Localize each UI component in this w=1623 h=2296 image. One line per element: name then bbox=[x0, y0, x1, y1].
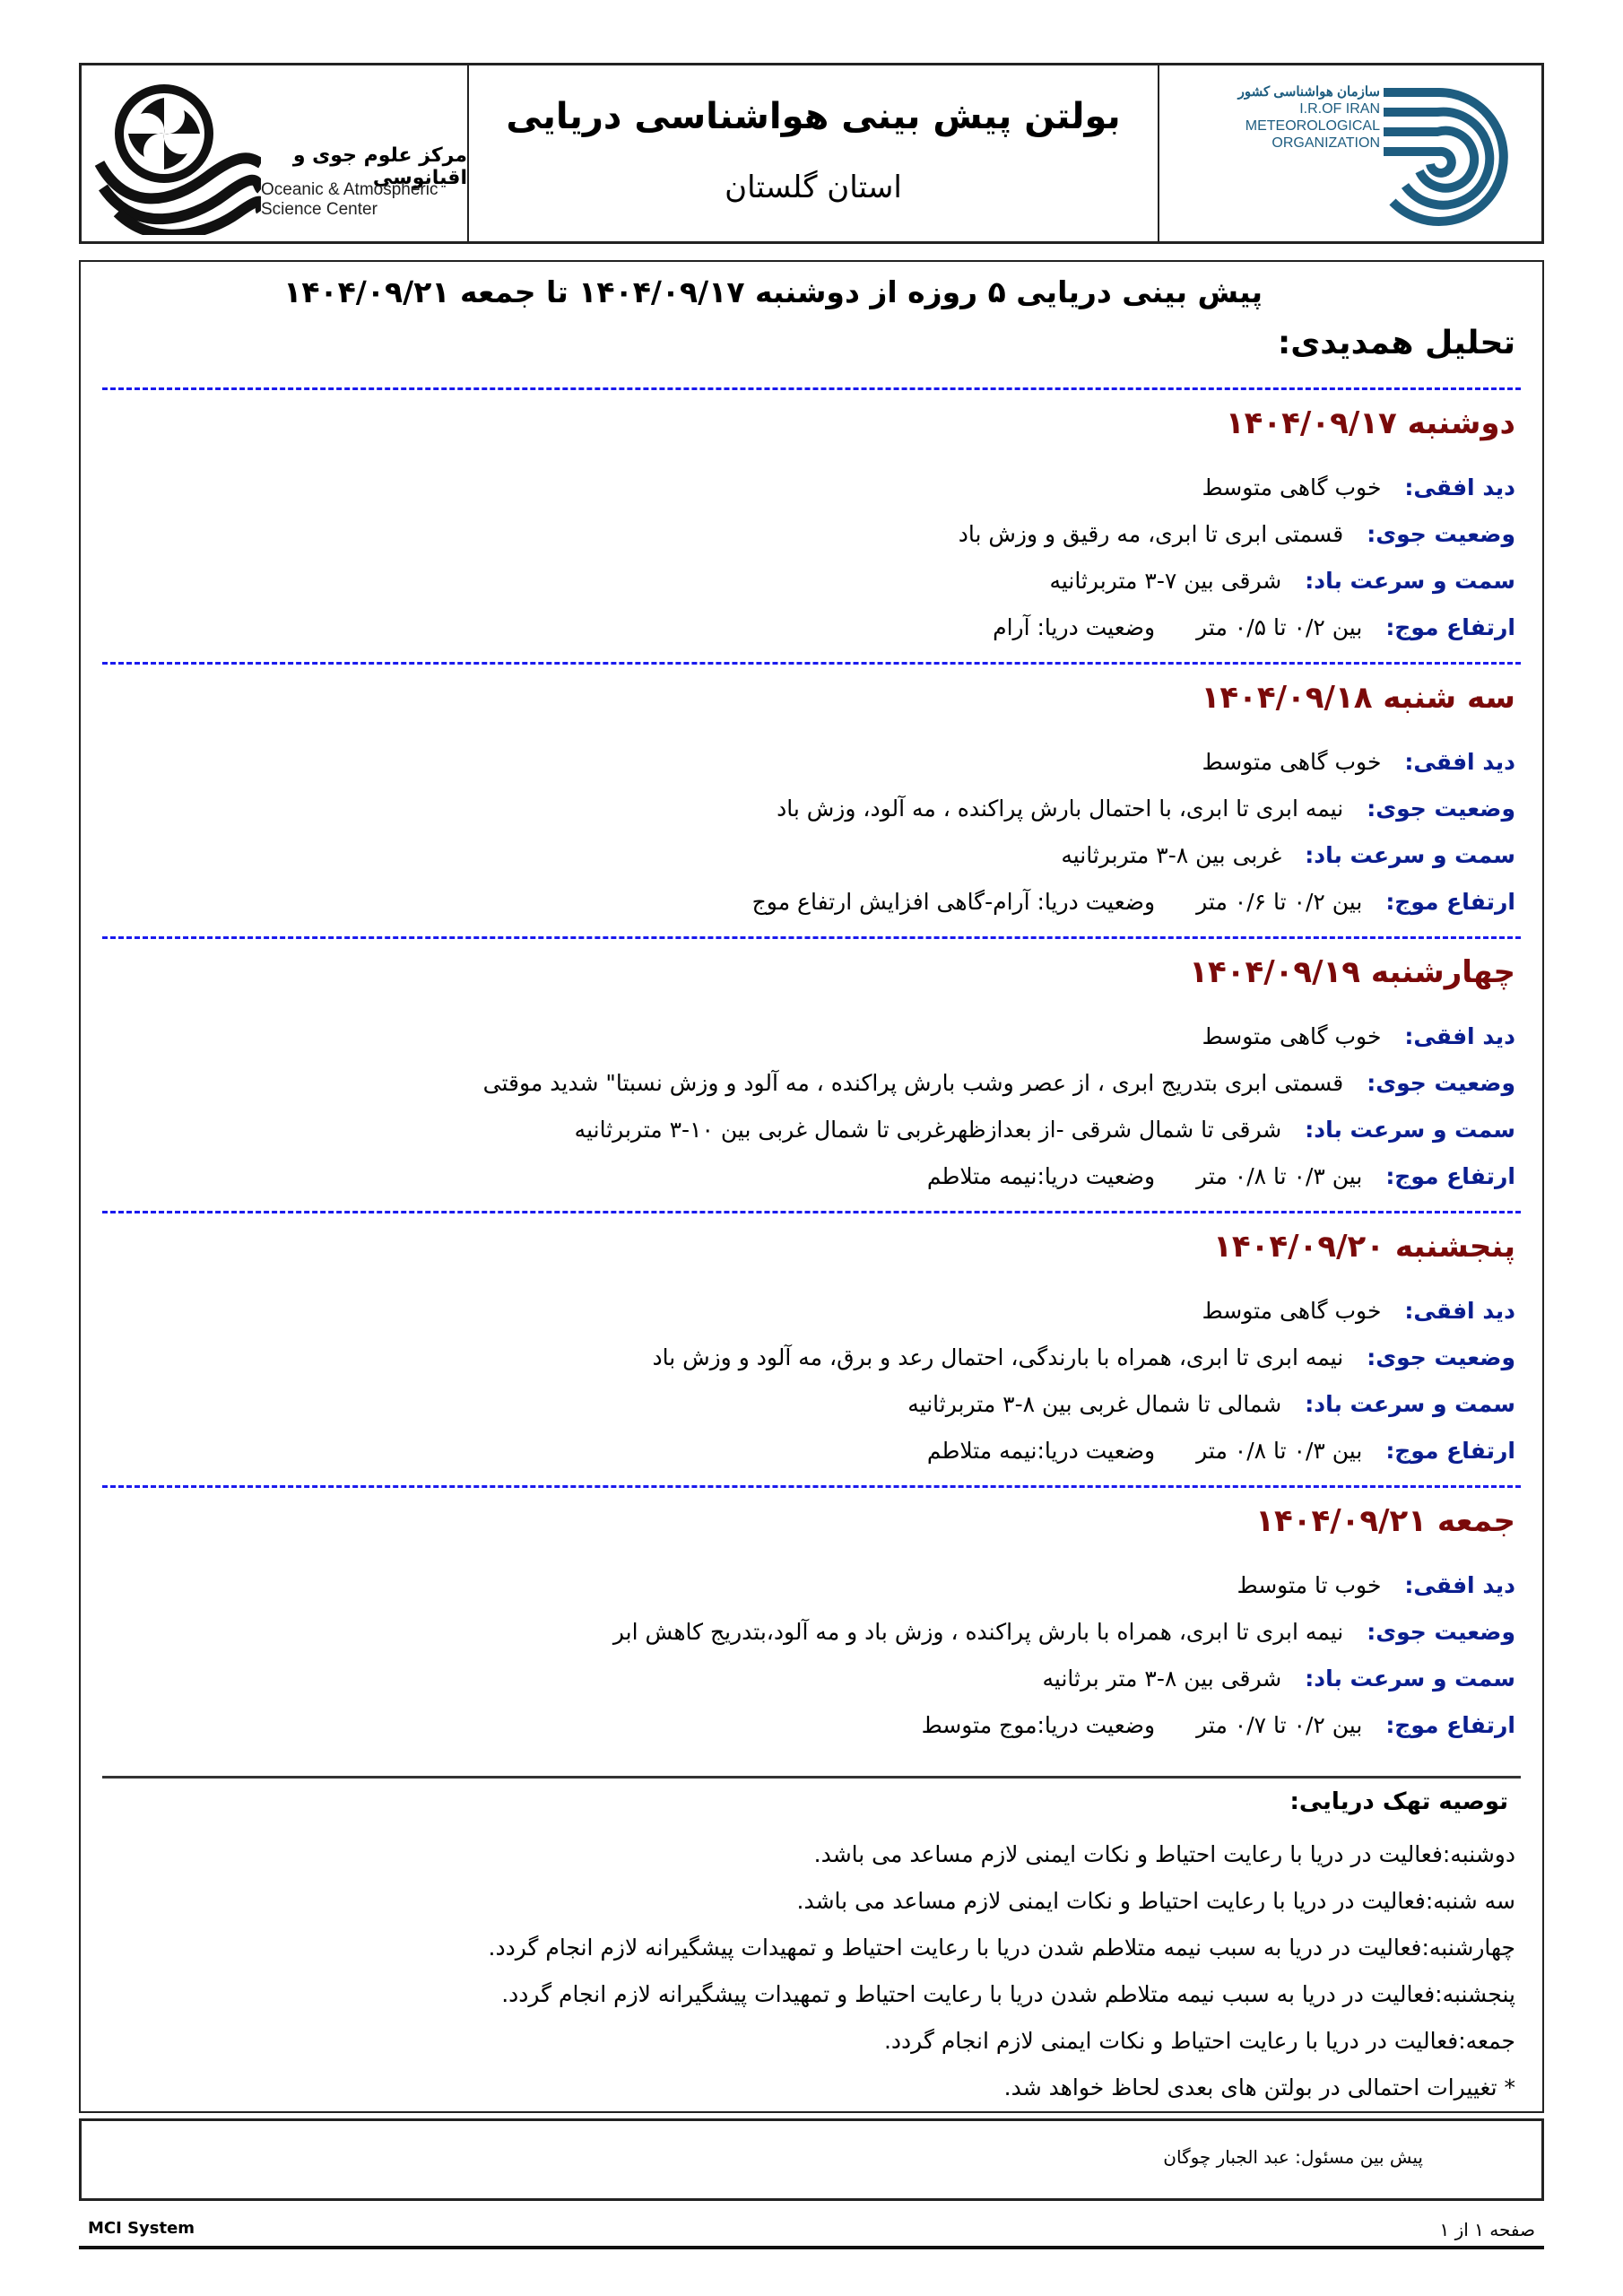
wave-value: بین ۰/۲ تا ۰/۷ متر bbox=[1196, 1712, 1363, 1738]
visibility-label: دید افقی: bbox=[1404, 1572, 1515, 1598]
sea-state-value: وضعیت دریا: آرام bbox=[993, 614, 1156, 640]
weather-label: وضعیت جوی: bbox=[1367, 1344, 1515, 1370]
wave-row bbox=[102, 1153, 1515, 1200]
left-logo-cell bbox=[82, 65, 469, 241]
weather-label: وضعیت جوی: bbox=[1367, 796, 1515, 822]
wind-value: شرقی بین ۷-۳ متربرثانیه bbox=[1049, 568, 1282, 594]
sea-state-value: وضعیت دریا:نیمه متلاطم bbox=[926, 1438, 1156, 1464]
wind-value: شرقی تا شمال شرقی -از بعدازظهرغربی تا شمال غربی بین ۱۰-۳ متربرثانیه bbox=[574, 1117, 1282, 1143]
met-org-line1: I.R.OF IRAN bbox=[1299, 101, 1380, 117]
day-title: جمعه ۱۴۰۴/۰۹/۲۱ bbox=[1255, 1503, 1515, 1539]
wind-row bbox=[102, 832, 1515, 879]
visibility-row bbox=[102, 465, 1515, 511]
day-forecast bbox=[102, 1229, 1515, 1474]
met-org-name bbox=[1238, 83, 1380, 152]
visibility-value: خوب گاهی متوسط bbox=[1202, 474, 1382, 500]
page-footer bbox=[79, 2219, 1544, 2249]
weather-value: نیمه ابری تا ابری، همراه با بارندگی، احتمال رعد و برق، مه آلود و وزش باد bbox=[652, 1344, 1344, 1370]
wind-row bbox=[102, 1656, 1515, 1702]
wave-row bbox=[102, 879, 1515, 926]
weather-label: وضعیت جوی: bbox=[1367, 1070, 1515, 1096]
advice-line: دوشنبه:فعالیت در دریا با رعایت احتیاط و نکات ایمنی لازم مساعد می باشد. bbox=[813, 1841, 1515, 1867]
bulletin-title: بولتن پیش بینی هواشناسی دریایی bbox=[506, 96, 1121, 137]
met-org-line2: METEOROLOGICAL bbox=[1245, 118, 1380, 134]
wind-label: سمت و سرعت باد: bbox=[1305, 568, 1515, 594]
day-forecast bbox=[102, 680, 1515, 926]
oceanic-atmospheric-logo-icon bbox=[91, 78, 261, 235]
marine-advice-title: توصیه تهک دریایی: bbox=[1289, 1788, 1508, 1815]
weather-label: وضعیت جوی: bbox=[1367, 1619, 1515, 1645]
oceanic-center-name-en bbox=[261, 180, 438, 220]
dashed-separator bbox=[102, 662, 1521, 665]
oceanic-center-name-fa: مرکز علوم جوی و اقیانوسی bbox=[292, 144, 467, 189]
wind-value: شرقی بین ۸-۳ متر برثانیه bbox=[1042, 1665, 1282, 1692]
dashed-separator bbox=[102, 387, 1521, 390]
weather-value: نیمه ابری تا ابری، با احتمال بارش پراکنده ، مه آلود، وزش باد bbox=[777, 796, 1344, 822]
weather-value: قسمتی ابری بتدریج ابری ، از عصر وشب بارش پراکنده ، مه آلود و وزش نسبتا" شدید موقتی bbox=[482, 1070, 1344, 1096]
advice-line: جمعه:فعالیت در دریا با رعایت احتیاط و نکات ایمنی لازم انجام گردد. bbox=[883, 2028, 1515, 2054]
sea-state-value: وضعیت دریا:نیمه متلاطم bbox=[926, 1163, 1156, 1189]
visibility-row bbox=[102, 1288, 1515, 1335]
dashed-separator bbox=[102, 936, 1521, 939]
weather-row bbox=[102, 786, 1515, 832]
visibility-row bbox=[102, 739, 1515, 786]
wave-label: ارتفاع موج: bbox=[1385, 1163, 1515, 1189]
wind-value: غربی بین ۸-۳ متربرثانیه bbox=[1061, 842, 1282, 868]
dashed-separator bbox=[102, 1211, 1521, 1213]
visibility-row bbox=[102, 1013, 1515, 1060]
weather-value: قسمتی ابری تا ابری، مه رقیق و وزش باد bbox=[958, 521, 1344, 547]
wave-value: بین ۰/۳ تا ۰/۸ متر bbox=[1196, 1163, 1363, 1189]
page-number: صفحه ۱ از ۱ bbox=[1439, 2219, 1535, 2240]
visibility-value: خوب گاهی متوسط bbox=[1202, 1023, 1382, 1049]
system-name: MCI System bbox=[88, 2219, 195, 2238]
forecast-period-title: پیش بینی دریایی ۵ روزه از دوشنبه ۱۴۰۴/۰۹/۱۷ تا جمعه ۱۴۰۴/۰۹/۲۱ bbox=[283, 274, 1263, 309]
forecaster-name: پیش بین مسئول: عبد الجبار چوگان bbox=[1163, 2146, 1423, 2168]
day-title: پنجشنبه ۱۴۰۴/۰۹/۲۰ bbox=[1213, 1229, 1515, 1265]
visibility-value: خوب گاهی متوسط bbox=[1202, 1298, 1382, 1324]
province-name: استان گلستان bbox=[725, 170, 902, 205]
wind-label: سمت و سرعت باد: bbox=[1305, 842, 1515, 868]
right-logo-cell bbox=[1159, 65, 1541, 241]
day-forecast bbox=[102, 1503, 1515, 1749]
weather-label: وضعیت جوی: bbox=[1367, 521, 1515, 547]
advice-line: سه شنبه:فعالیت در دریا با رعایت احتیاط و نکات ایمنی لازم مساعد می باشد. bbox=[796, 1888, 1515, 1914]
visibility-value: خوب گاهی متوسط bbox=[1202, 749, 1382, 775]
advice-line: پنجشنبه:فعالیت در دریا به سبب نیمه متلاطم شدن دریا با رعایت احتیاط و تمهیدات پیشگیرانه لازم انجام گردد. bbox=[501, 1981, 1515, 2007]
wave-label: ارتفاع موج: bbox=[1385, 1438, 1515, 1464]
solid-separator bbox=[102, 1776, 1521, 1779]
meteorological-organization-logo-icon bbox=[1384, 85, 1518, 229]
visibility-row bbox=[102, 1562, 1515, 1609]
wave-label: ارتفاع موج: bbox=[1385, 1712, 1515, 1738]
wave-value: بین ۰/۲ تا ۰/۶ متر bbox=[1196, 889, 1363, 915]
day-forecast bbox=[102, 405, 1515, 651]
weather-row bbox=[102, 1609, 1515, 1656]
wave-value: بین ۰/۳ تا ۰/۸ متر bbox=[1196, 1438, 1363, 1464]
visibility-value: خوب تا متوسط bbox=[1237, 1572, 1382, 1598]
wave-value: بین ۰/۲ تا ۰/۵ متر bbox=[1196, 614, 1363, 640]
oceanic-center-name-en-line2: Science Center bbox=[261, 200, 378, 219]
met-org-line3: ORGANIZATION bbox=[1271, 135, 1380, 151]
wind-row bbox=[102, 1107, 1515, 1153]
met-org-name-fa: سازمان هواشناسی کشور bbox=[1237, 84, 1380, 100]
wind-row bbox=[102, 1381, 1515, 1428]
day-title: چهارشنبه ۱۴۰۴/۰۹/۱۹ bbox=[1189, 954, 1515, 990]
dashed-separator bbox=[102, 1485, 1521, 1488]
weather-value: نیمه ابری تا ابری، همراه با بارش پراکنده ، وزش باد و مه آلود،بتدریج کاهش ابر bbox=[612, 1619, 1344, 1645]
forecast-section bbox=[79, 260, 1544, 2113]
wave-row bbox=[102, 1428, 1515, 1474]
wind-label: سمت و سرعت باد: bbox=[1305, 1665, 1515, 1692]
wave-row bbox=[102, 604, 1515, 651]
day-title: سه شنبه ۱۴۰۴/۰۹/۱۸ bbox=[1201, 680, 1515, 716]
title-cell bbox=[469, 65, 1159, 241]
wind-label: سمت و سرعت باد: bbox=[1305, 1117, 1515, 1143]
visibility-label: دید افقی: bbox=[1404, 749, 1515, 775]
visibility-label: دید افقی: bbox=[1404, 1298, 1515, 1324]
wave-label: ارتفاع موج: bbox=[1385, 614, 1515, 640]
weather-row bbox=[102, 1060, 1515, 1107]
day-title: دوشنبه ۱۴۰۴/۰۹/۱۷ bbox=[1225, 405, 1515, 441]
visibility-label: دید افقی: bbox=[1404, 474, 1515, 500]
day-forecast bbox=[102, 954, 1515, 1200]
weather-row bbox=[102, 1335, 1515, 1381]
visibility-label: دید افقی: bbox=[1404, 1023, 1515, 1049]
wind-row bbox=[102, 558, 1515, 604]
advice-note: * تغییرات احتمالی در بولتن های بعدی لحاظ خواهد شد. bbox=[1003, 2074, 1515, 2100]
weather-row bbox=[102, 511, 1515, 558]
wind-value: شمالی تا شمال غربی بین ۸-۳ متربرثانیه bbox=[907, 1391, 1282, 1417]
sea-state-value: وضعیت دریا: آرام-گاهی افزایش ارتفاع موج bbox=[751, 889, 1156, 915]
bulletin-header bbox=[79, 63, 1544, 244]
sea-state-value: وضعیت دریا:موج متوسط bbox=[921, 1712, 1156, 1738]
wind-label: سمت و سرعت باد: bbox=[1305, 1391, 1515, 1417]
advice-line: چهارشنبه:فعالیت در دریا به سبب نیمه متلاطم شدن دریا با رعایت احتیاط و تمهیدات پیشگیرانه لازم انجام گردد. bbox=[488, 1935, 1515, 1961]
wave-label: ارتفاع موج: bbox=[1385, 889, 1515, 915]
marine-advice-list bbox=[489, 1831, 1515, 2111]
wave-row bbox=[102, 1702, 1515, 1749]
signature-box bbox=[79, 2118, 1544, 2201]
synoptic-analysis-label: تحلیل همدیدی: bbox=[1277, 325, 1515, 361]
oceanic-center-name-en-line1: Oceanic & Atmospheric bbox=[261, 180, 438, 199]
